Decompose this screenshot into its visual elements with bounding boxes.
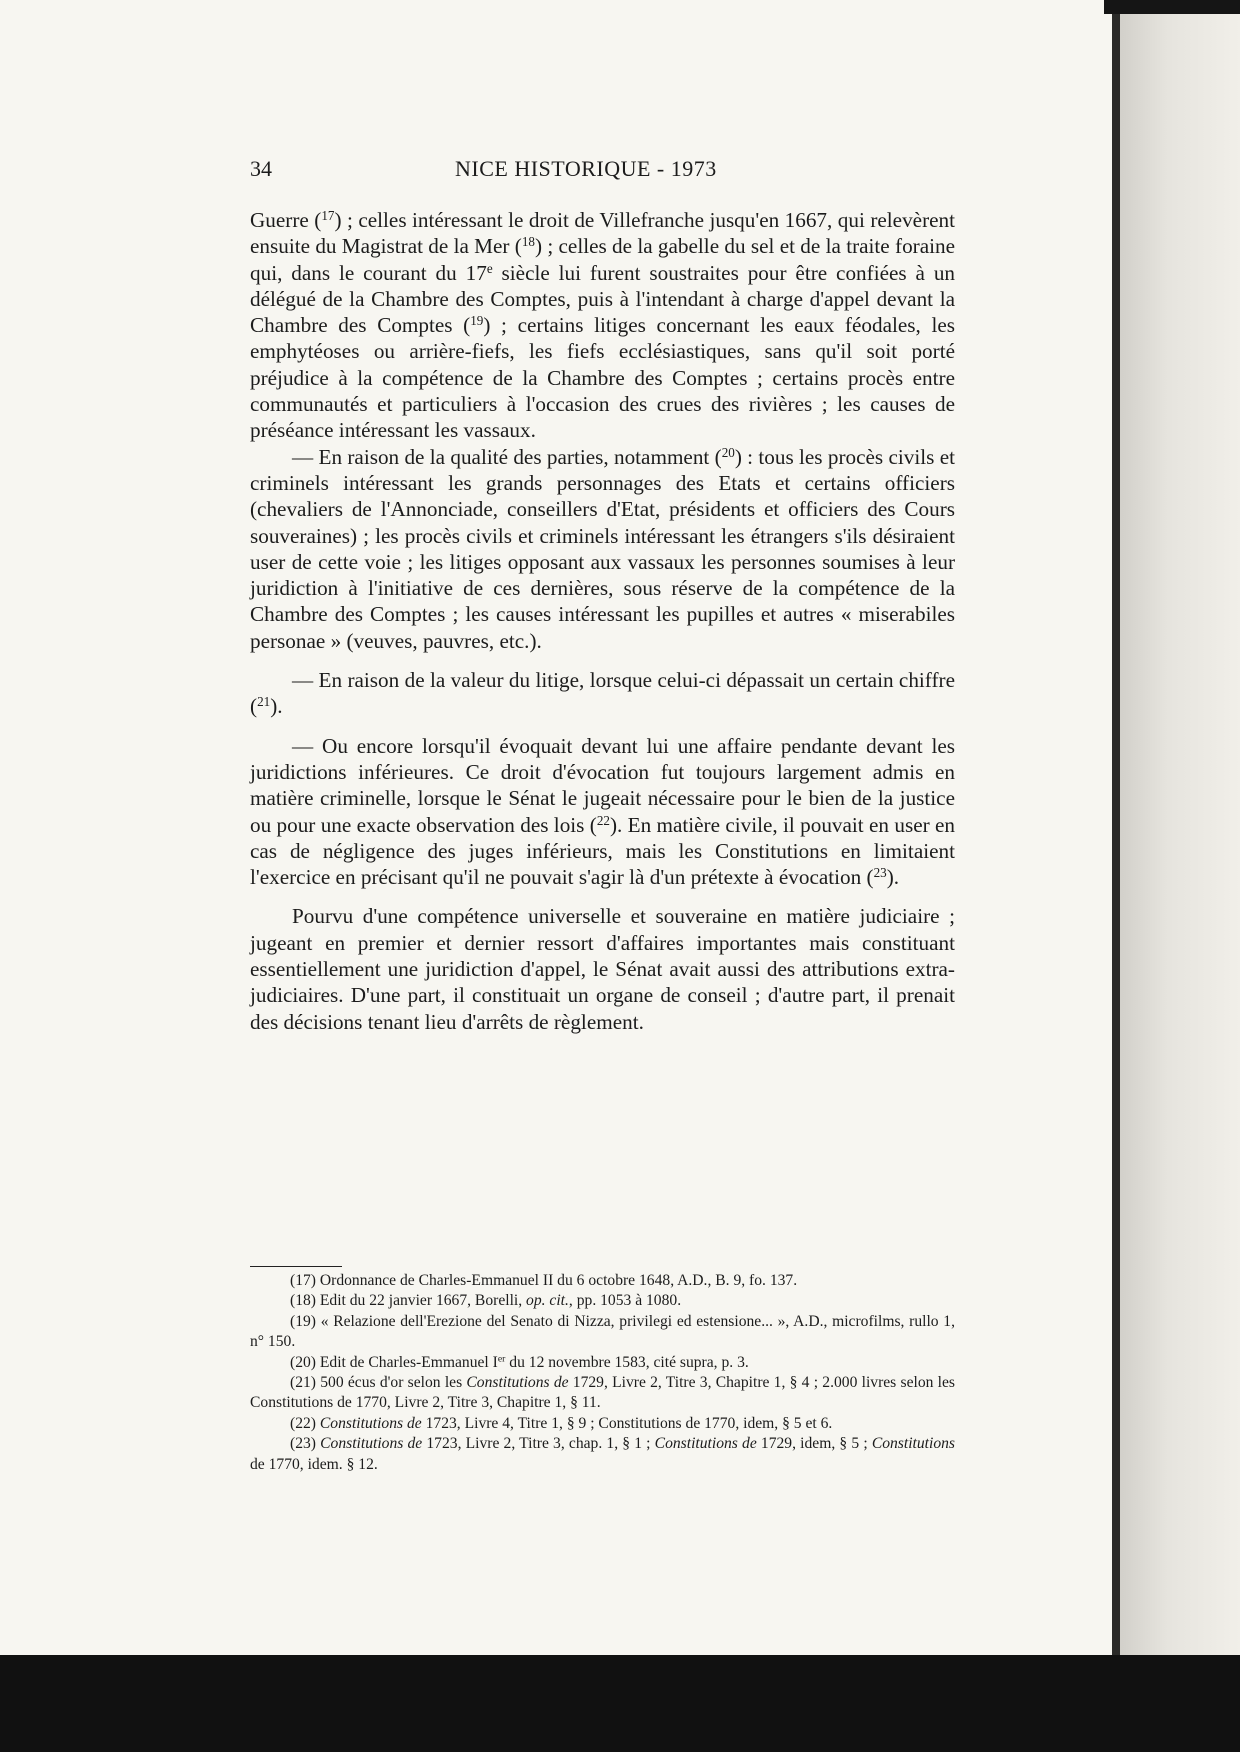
- italic-text: Constitutions de: [466, 1374, 569, 1392]
- note-ref: er: [497, 1353, 506, 1365]
- running-title: NICE HISTORIQUE - 1973: [455, 156, 717, 181]
- footnote: (20) Edit de Charles-Emmanuel Ier du 12 novembre 1583, cité supra, p. 3.: [290, 1353, 749, 1371]
- note-ref: e: [486, 260, 493, 276]
- footnote: (22) Constitutions de 1723, Livre 4, Titre 1, § 9 ; Constitutions de 1770, idem, § 5 et 6.: [290, 1414, 833, 1432]
- page-number: 34: [250, 156, 272, 181]
- paragraph: — En raison de la qualité des parties, notamment ($^{20}$) : tous les procès civils et criminels intéressant les grands personnages des Etats et certains officiers (chevaliers de l'Annonciade, conseillers d'Etat, présidents et officiers des Cours souveraines) ; les procès civils et criminels intéressant les étrangers s'ils désiraient user de cette voie ; les litiges opposant aux vassaux les personnes soumises à leur juridiction à l'initiative de ces dernières, sous réserve de la compétence de la Chambre des Comptes ; les causes intéressant les pupilles et autres « miserabiles personae » (veuves, pauvres, etc.).: [250, 444, 955, 653]
- book-spine-shadow: [1112, 0, 1120, 1655]
- paragraph: — En raison de la valeur du litige, lorsque celui-ci dépassait un certain chiffre ($^{21}$).: [250, 668, 955, 719]
- note-ref: 21: [257, 694, 271, 710]
- paragraph: — Ou encore lorsqu'il évoquait devant lui une affaire pendante devant les juridictions inférieures. Ce droit d'évocation fut toujours largement admis en matière criminelle, lorsque le Sénat le jugeait nécessaire pour le bien de la justice ou pour une exacte observation des lois ($^{22}$). En matière civile, il pouvait en user en cas de négligence des juges inférieurs, mais les Constitutions en limitaient l'exercice en précisant qu'il ne pouvait s'agir là d'un prétexte à évocation ($^{23}$).: [250, 733, 955, 890]
- italic-text: Constitutions: [871, 1435, 955, 1453]
- italic-text: Constitutions de: [654, 1435, 757, 1453]
- footnote: (23) Constitutions de 1723, Livre 2, Titre 3, chap. 1, § 1 ; Constitutions de 1729, idem, § 5 ; Constitutions de 1770, idem. § 12.: [250, 1435, 955, 1473]
- note-ref: 22: [596, 812, 610, 828]
- italic-text: Constitutions de: [320, 1435, 423, 1453]
- italic-text: op. cit.: [526, 1292, 569, 1310]
- italic-text: Constitutions de: [319, 1414, 422, 1432]
- scan-border-top: [1104, 0, 1240, 14]
- note-ref: 18: [521, 234, 535, 250]
- note-ref: 19: [470, 312, 484, 328]
- note-ref: 20: [721, 444, 735, 460]
- running-header: [250, 156, 955, 186]
- footnote: (21) 500 écus d'or selon les Constitutions de 1729, Livre 2, Titre 3, Chapitre 1, § 4 ; 2.000 livres selon les Constitutions de 1770, Livre 2, Titre 3, Chapitre 1, § 11.: [250, 1374, 955, 1412]
- paragraph: Pourvu d'une compétence universelle et souveraine en matière judiciaire ; jugeant en premier et dernier ressort d'affaires importantes mais constituant essentiellement une juridiction d'appel, le Sénat avait aussi des attributions extra-judiciaires. D'une part, il constituait un organe de conseil ; d'autre part, il prenait des décisions tenant lieu d'arrêts de règlement.: [250, 904, 955, 1034]
- footnote: (17) Ordonnance de Charles-Emmanuel II du 6 octobre 1648, A.D., B. 9, fo. 137.: [290, 1272, 798, 1289]
- note-ref: 17: [321, 207, 335, 223]
- body-text: [250, 207, 955, 1035]
- note-ref: 23: [873, 864, 887, 880]
- footnotes: [250, 1271, 955, 1475]
- footnote-separator: [250, 1266, 342, 1267]
- footnote: (19) « Relazione dell'Erezione del Senato di Nizza, privilegi ed estensione... », A.D., microfilms, rullo 1, n° 150.: [250, 1312, 955, 1351]
- scan-border-bottom: [0, 1655, 1240, 1752]
- paragraph: Guerre ($^{17}$) ; celles intéressant le droit de Villefranche jusqu'en 1667, qui relevèrent ensuite du Magistrat de la Mer ($^{18}$) ; celles de la gabelle du sel et de la traite foraine qui, dans le courant du 17e siècle lui furent soustraites pour être confiées à un délégué de la Chambre des Comptes, puis à l'intendant à charge d'appel devant la Chambre des Comptes ($^{19}$) ; certains litiges concernant les eaux féodales, les emphytéoses ou arrière-fiefs, les fiefs ecclésiastiques, sans qu'il soit porté préjudice à la compétence de la Chambre des Comptes ; certains procès entre communautés et particuliers à l'occasion des crues des rivières ; les causes de préséance intéressant les vassaux.: [250, 207, 956, 443]
- facing-page-edge: [1120, 0, 1240, 1655]
- footnote: (18) Edit du 22 janvier 1667, Borelli, op. cit., pp. 1053 à 1080.: [290, 1292, 682, 1310]
